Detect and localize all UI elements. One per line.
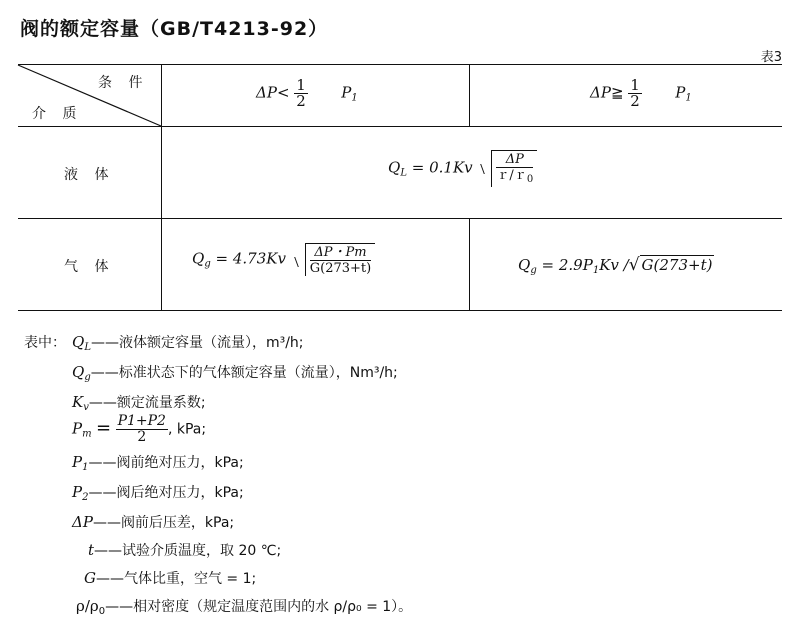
row-label-liquid: 液 体 [64, 167, 115, 183]
note-ql: $Q_L——$液体额定容量（流量），m³/h; [72, 333, 304, 353]
gas-formula-1: $Q_g = 4.73Kv$ $\frac{\Delta P・Pm}{G(273+t)}$ [192, 243, 375, 276]
corner-medium-label: 介 质 [32, 106, 83, 122]
note-delta-p: ΔP——阀前后压差，kPa; [72, 513, 235, 531]
corner-condition-label: 条 件 [98, 75, 149, 91]
note-p2: $P_2——$阀后绝对压力，kPa; [72, 483, 244, 503]
note-p1: $P_1——$阀前绝对压力，kPa; [72, 453, 244, 473]
notes-prefix: 表中： [24, 335, 66, 351]
note-g: G——气体比重，空气 = 1; [84, 569, 257, 587]
header-condition-1: ΔP< $\frac{1}{2}$ $P_1$ [256, 76, 358, 110]
gas-formula-2: $Q_g = 2.9P_1Kv$ /√ G(273+t) [518, 255, 713, 276]
table-number: 表3 [760, 50, 782, 65]
note-kv: $K_v——$额定流量系数; [72, 393, 206, 413]
note-qg: $Q_g——$标准状态下的气体额定容量（流量），Nm³/h; [72, 363, 398, 383]
note-rho: $\rho/\rho_0——$相对密度（规定温度范围内的水 ρ/ρ₀ = 1）。 [76, 597, 413, 617]
liquid-formula: $Q_L = 0.1Kv$ $\frac{\Delta P}{r/r_0}$ [388, 150, 537, 187]
header-condition-2: ΔP≧ $\frac{1}{2}$ $P_1$ [590, 76, 692, 110]
note-pm: $P_m$ = $\frac{P1+P2}{2}$ , kPa; [72, 413, 207, 445]
page-title: 阀的额定容量（GB/T4213-92） [20, 18, 329, 40]
note-t: t——试验介质温度，取 20 ℃; [88, 541, 282, 559]
row-label-gas: 气 体 [64, 259, 115, 275]
